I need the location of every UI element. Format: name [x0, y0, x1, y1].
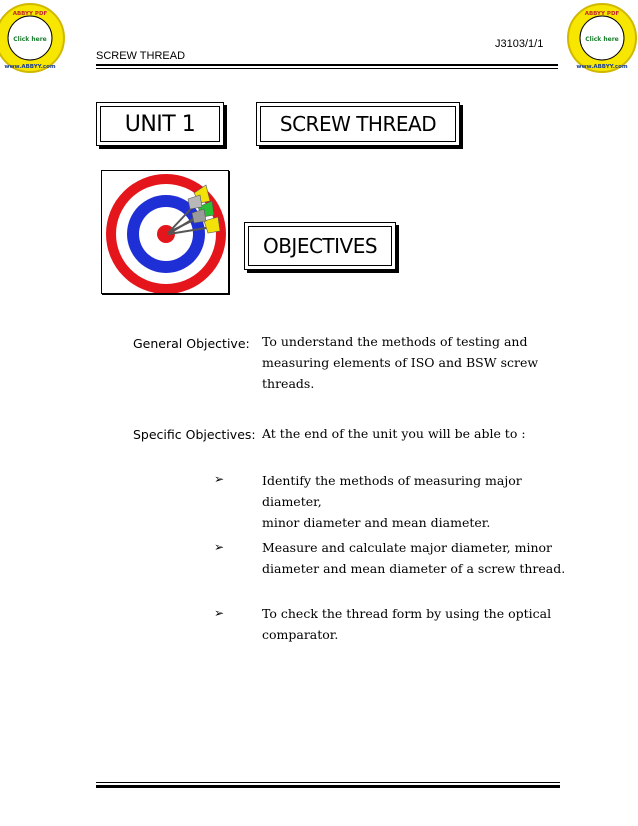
abbyy-seal-icon-right[interactable]: [566, 2, 638, 74]
general-objective-line: threads.: [262, 376, 315, 391]
title-badge: [256, 102, 460, 146]
abbyy-seal-icon-left[interactable]: [0, 2, 66, 74]
specific-objective-item: [262, 603, 572, 645]
unit-title: SCREW THREAD: [279, 112, 437, 136]
general-objective-text: [262, 331, 572, 394]
specific-objective-item: [262, 537, 572, 579]
general-objective-line: To understand the methods of testing and: [262, 334, 528, 349]
footer-rule: [96, 782, 560, 788]
objectives-badge: [244, 222, 396, 270]
svg-text:Click here: Click here: [585, 36, 619, 43]
specific-objective-line: Measure and calculate major diameter, minor: [262, 540, 553, 555]
specific-objectives-label: Specific Objectives:: [133, 427, 256, 442]
specific-objective-line: diameter and mean diameter of a screw thread.: [262, 561, 566, 576]
page-code: J3103/1/1: [495, 38, 544, 50]
objectives-heading: OBJECTIVES: [262, 234, 378, 258]
svg-text:www.ABBYY.com: www.ABBYY.com: [576, 64, 628, 70]
arrowhead-bullet-icon: ➢: [214, 472, 225, 486]
svg-text:ABBYY PDF: ABBYY PDF: [584, 11, 620, 17]
unit-badge: [96, 102, 224, 146]
specific-objective-line: To check the thread form by using the optical: [262, 606, 552, 621]
svg-text:Click here: Click here: [13, 36, 47, 43]
specific-objective-item: [262, 470, 572, 533]
svg-text:www.ABBYY.com: www.ABBYY.com: [4, 64, 56, 70]
target-image-frame: [101, 170, 229, 294]
running-header-title: SCREW THREAD: [96, 50, 186, 62]
specific-objective-line: comparator.: [262, 627, 339, 642]
unit-label: UNIT 1: [124, 111, 196, 137]
specific-objective-line: Identify the methods of measuring major diameter,: [262, 473, 522, 509]
general-objective-line: measuring elements of ISO and BSW screw: [262, 355, 539, 370]
specific-objective-line: minor diameter and mean diameter.: [262, 515, 491, 530]
svg-text:ABBYY PDF: ABBYY PDF: [12, 11, 48, 17]
arrowhead-bullet-icon: ➢: [214, 540, 225, 554]
specific-objectives-intro: At the end of the unit you will be able to :: [262, 426, 526, 441]
arrowhead-bullet-icon: ➢: [214, 606, 225, 620]
header-rule: [96, 64, 558, 69]
general-objective-label: General Objective:: [133, 336, 250, 351]
dartboard-target-icon: [102, 171, 228, 293]
